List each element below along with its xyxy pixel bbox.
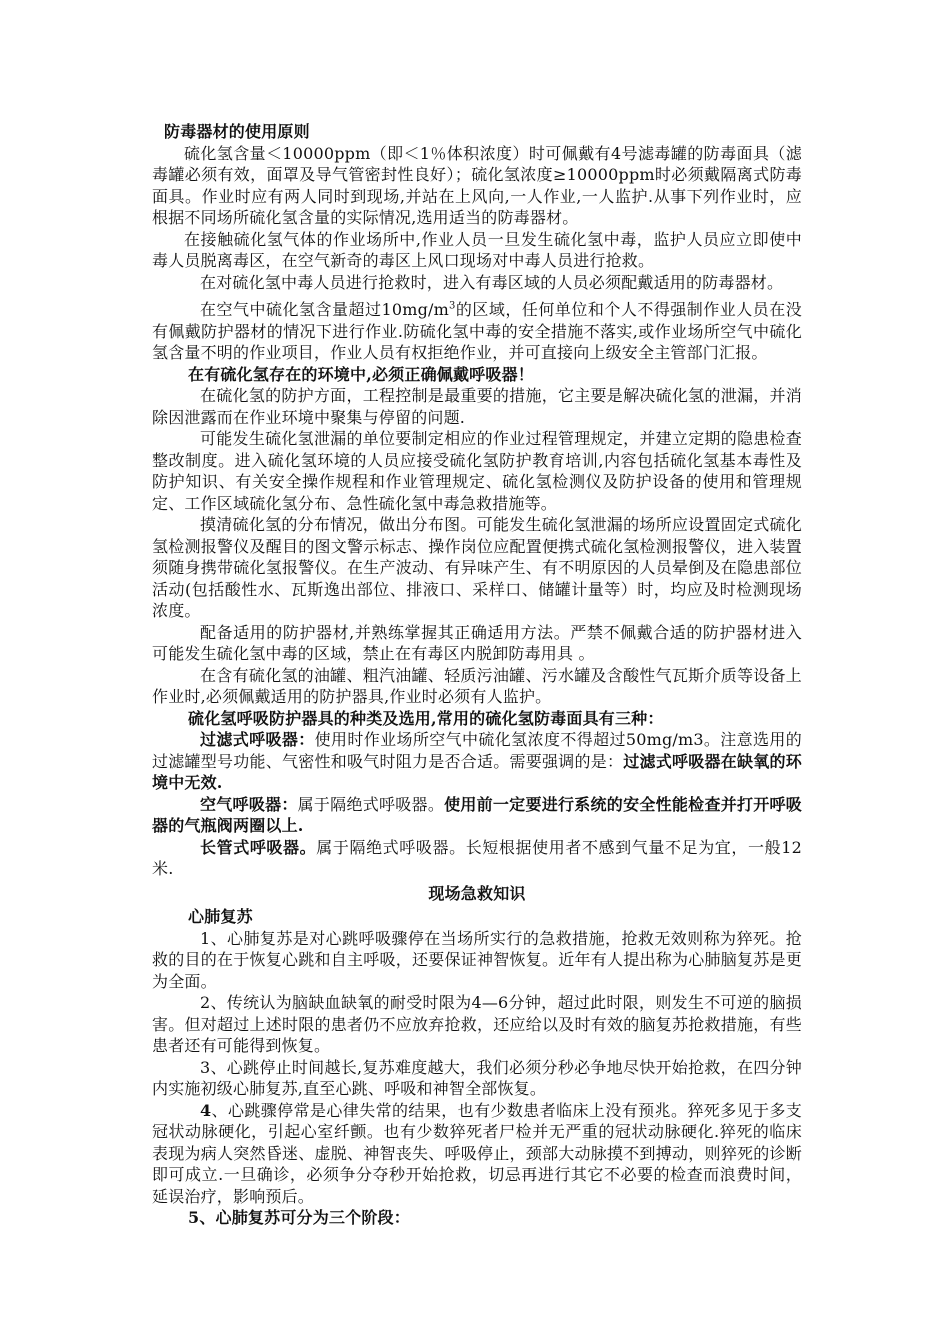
paragraph-h2s-concentration: 硫化氢含量＜10000ppm（即＜1％体积浓度）时可佩戴有4号滤毒罐的防毒面具（滤毒罐必须有效，面罩及导气管密封性良好）；硫化氢浓度≥10000ppm时必须戴隔离式防毒面具。作业时应有两人同时到现场,并站在上风向,一人作业,一人监护.从事下列作业时，应根据不同场所硫化氢含量的实际情况,选用适当的防毒器材。 — [152, 143, 802, 227]
paragraph-management-rules: 可能发生硫化氢泄漏的单位要制定相应的作业过程管理规定，并建立定期的隐患检查整改制度。进入硫化氢环境的人员应接受硫化氢防护教育培训,内容包括硫化氢基本毒性及防护知识、有关安全操作规程和作业管理规定、硫化氢检测仪及防护设备的使用和管理规定、工作区域硫化氢分布、急性硫化氢中毒急救措施等。 — [152, 429, 802, 513]
paragraph-tank-work: 在含有硫化氢的油罐、粗汽油罐、轻质污油罐、污水罐及含酸性气瓦斯介质等设备上作业时,必须佩戴适用的防护器具,作业时必须有人监护。 — [152, 665, 802, 706]
paragraph-distribution-map: 摸清硫化氢的分布情况，做出分布图。可能发生硫化氢泄漏的场所应设置固定式硫化氢检测报警仪及醒目的图文警示标志、操作岗位应配置便携式硫化氢检测报警仪，进入装置须随身携带硫化氢报警仪。在生产波动、有异味产生、有不明原因的人员晕倒及在隐患部位活动(包括酸性水、瓦斯逸出部位、排液口、采样口、储罐计量等）时，均应及时检测现场浓度。 — [152, 515, 802, 620]
paragraph-refuse-work-b: 的区域，任何单位和个人不得强制作业人员在没有佩戴防护器材的情况下进行作业.防硫化氢中毒的安全措施不落实,或作业场所空气中硫化氢含量不明的作业项目，作业人员有权拒绝作业，并可直接向上级安全主管部门汇报。 — [152, 300, 802, 362]
paragraph-rescue-equipment: 在对硫化氢中毒人员进行抢救时，进入有毒区域的人员必须配戴适用的防毒器材。 — [200, 272, 784, 292]
paragraph-engineering-control: 在硫化氢的防护方面，工程控制是最重要的措施，它主要是解决硫化氢的泄漏，并消除因泄露而在作业环境中聚集与停留的问题. — [152, 386, 802, 427]
paragraph-rescue-procedure: 在接触硫化氢气体的作业场所中,作业人员一旦发生硫化氢中毒，监护人员应立即使中毒人员脱离毒区，在空气新奇的毒区上风口现场对中毒人员进行抢救。 — [152, 229, 802, 270]
heading-first-aid: 现场急救知识 — [428, 883, 526, 903]
paragraph-cpr-1: 1、心肺复苏是对心跳呼吸骤停在当场所实行的急救措施，抢救无效则称为猝死。抢救的目的在于恢复心跳和自主呼吸，还要保证神智恢复。近年有人提出称为心肺脑复苏是更为全面。 — [152, 928, 802, 991]
paragraph-refuse-work — [152, 299, 802, 364]
superscript-three: 3 — [449, 300, 456, 312]
label-filter-respirator: 过滤式呼吸器： — [200, 730, 315, 749]
section-title-antitoxic-equipment: 防毒器材的使用原则 — [164, 122, 310, 141]
heading-wear-respirator: 在有硫化氢存在的环境中,必须正确佩戴呼吸器！ — [188, 364, 534, 384]
paragraph-filter-respirator — [152, 729, 802, 794]
number-four: 4 — [200, 1100, 212, 1120]
warning-filter-respirator: 过滤式呼吸器在缺氧的环境中无效. — [152, 751, 802, 792]
paragraph-refuse-work-a: 在空气中硫化氢含量超过10mg/m — [200, 300, 449, 319]
heading-cpr: 心肺复苏 — [188, 907, 253, 926]
paragraph-cpr-2: 2、传统认为脑缺血缺氧的耐受时限为4—6分钟，超过此时限，则发生不可逆的脑损害。但对超过上述时限的患者仍不应放弃抢救，还应给以及时有效的脑复苏抢救措施，有些患者还有可能得到恢复。 — [152, 993, 802, 1055]
paragraph-cpr-3: 3、心跳停止时间越长,复苏难度越大，我们必须分秒必争地尽快开始抢救，在四分钟内实施初级心肺复苏,直至心跳、呼吸和神智全部恢复。 — [152, 1057, 802, 1098]
paragraph-air-respirator — [152, 794, 802, 837]
text-air-respirator: 属于隔绝式呼吸器。 — [297, 794, 445, 814]
text-filter-respirator: 使用时作业场所空气中硫化氢浓度不得超过50mg/m3。注意选用的过滤罐型号功能、气密性和吸气时阻力是否合适。需要强调的是： — [152, 730, 803, 771]
paragraph-cpr-4 — [152, 1100, 802, 1208]
heading-respirator-types: 硫化氢呼吸防护器具的种类及选用,常用的硫化氢防毒面具有三种： — [188, 708, 664, 728]
text-cpr-4: 、心跳骤停常是心律失常的结果，也有少数患者临床上没有预兆。猝死多见于多支冠状动脉硬化，引起心室纤颤。也有少数猝死者尸检并无严重的冠状动脉硬化.猝死的临床表现为病人突然昏迷、虚脱、神智丧失、呼吸停止，颈部大动脉摸不到搏动，则猝死的诊断即可成立.一旦确诊，必须争分夺秒开始抢救，切忌再进行其它不必要的检查而浪费时间，延误治疗，影响预后。 — [152, 1100, 802, 1206]
label-air-respirator: 空气呼吸器： — [200, 794, 298, 814]
heading-cpr-stages: 5、心肺复苏可分为三个阶段： — [188, 1208, 410, 1227]
paragraph-protective-equipment: 配备适用的防护器材,并熟练掌握其正确适用方法。严禁不佩戴合适的防护器材进入可能发生硫化氢中毒的区域，禁止在有毒区内脱卸防毒用具 。 — [152, 622, 802, 663]
warning-air-respirator: 使用前一定要进行系统的安全性能检查并打开呼吸器的气瓶阀两圈以上. — [152, 794, 802, 835]
label-hose-respirator: 长管式呼吸器。 — [200, 837, 317, 857]
text-hose-respirator: 属于隔绝式呼吸器。长短根据使用者不感到气量不足为宜，一般12米. — [152, 837, 802, 878]
document-page — [152, 121, 802, 1229]
paragraph-hose-respirator — [152, 837, 802, 880]
